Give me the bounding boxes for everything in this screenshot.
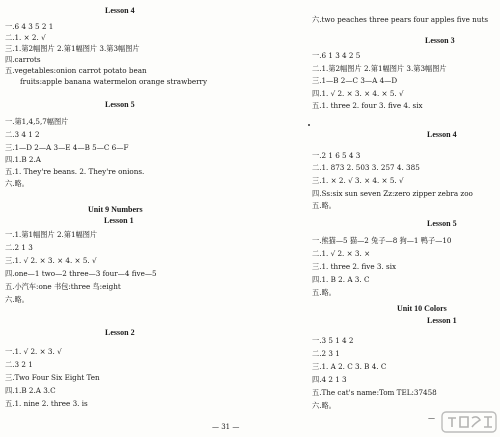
answer-line: 一.6 4 3 5 2 1 [5,22,54,31]
answer-line: 五.略。 [312,288,336,297]
answer-line: 三.1. × 2. √ 3. × 4. × 5. √ [312,176,404,185]
lesson4-heading: Lesson 4 [105,6,135,15]
answer-line: 三.1. √ 2. × 3. × 4. × 5. √ [5,256,97,265]
answer-line: 四.1. B 2. A 3. C [312,275,370,284]
answer-line: 一.6 1 3 4 2 5 [312,51,361,60]
answer-line: 一.1. √ 2. × 3. √ [5,347,62,356]
margin-dot [308,124,310,126]
answer-line: 一.2 1 6 5 4 3 [312,151,361,160]
answer-line: 五.略。 [312,201,336,210]
answer-line: 三.1.第2幅图片 2.第1幅图片 3.第3幅图片 [5,44,140,53]
answer-line: 五.小汽车:one 书包:three 鸟:eight [5,282,121,291]
lesson5-heading: Lesson 5 [427,219,457,228]
answer-line: 一.熊猫—5 猫—2 兔子—8 狗—1 鸭子—10 [312,236,452,245]
answer-line: 六.略。 [312,401,336,410]
answer-line: 五.vegetables:onion carrot potato bean [5,66,147,75]
answer-line: 四.1.B 2.A 3.C [5,386,56,395]
unit10-lesson1-heading: Lesson 1 [427,316,457,325]
answer-line: 三.1—D 2—A 3—E 4—B 5—C 6—F [5,143,129,152]
answer-line: 五.1. They're beans. 2. They're onions. [5,167,145,176]
page-number: — 31 — [212,423,240,431]
answer-line: 六.略。 [5,179,29,188]
answer-line: 二.3 2 1 [5,360,33,369]
answer-line: 六.略。 [5,295,29,304]
answer-line: 四.4 2 1 3 [312,375,347,384]
answer-line: 六.two peaches three pears four apples five nuts [312,15,489,24]
answer-line: 五.1. nine 2. three 3. is [5,399,88,408]
unit9-lesson2-heading: Lesson 2 [105,328,135,337]
lesson3-heading: Lesson 3 [425,36,455,45]
answer-line: 二.1. 873 2. 503 3. 257 4. 385 [312,163,420,172]
answer-line: 二.2 3 1 [312,349,340,358]
unit10-heading: Unit 10 Colors [397,304,447,313]
answer-line: 二.1. × 2. √ [5,33,46,42]
answer-line: 三.Two Four Six Eight Ten [5,373,100,382]
answer-line: 二.1. √ 2. × 3. × [312,249,371,258]
unit9-heading: Unit 9 Numbers [88,205,143,214]
lesson5-heading: Lesson 5 [105,100,135,109]
watermark-stamp-icon [440,409,498,435]
answer-line: 二.1.第2幅图片 2.第1幅图片 3.第3幅图片 [312,64,447,73]
lesson4-heading: Lesson 4 [427,130,457,139]
answer-line: 一.第1,4,5,7幅图片 [5,117,69,126]
page-number: — [428,414,435,422]
answer-line: 四.Ss:six sun seven Zz:zero zipper zebra zoo [312,189,473,198]
unit9-lesson1-heading: Lesson 1 [104,216,134,225]
answer-line: 二.2 1 3 [5,243,33,252]
answer-line: 三.1—B 2—C 3—A 4—D [312,76,398,85]
answer-line: 四.one—1 two—2 three—3 four—4 five—5 [5,269,157,278]
answer-line: 四.1.B 2.A [5,155,41,164]
answer-line: 五.The cat's name:Tom TEL:37458 [312,388,437,397]
answer-line: 四.1. √ 2. × 3. × 4. × 5. √ [312,89,404,98]
answer-line: 三.1. A 2. C 3. B 4. C [312,362,387,371]
answer-line: fruits:apple banana watermelon orange strawberry [20,77,208,86]
answer-line: 四.carrots [5,55,41,64]
answer-line: 一.1.第1幅图片 2.第1幅图片 [5,230,98,239]
answer-line: 三.1. three 2. five 3. six [312,262,397,271]
answer-line: 二.3 4 1 2 [5,130,40,139]
answer-line: 一.3 5 1 4 2 [312,336,354,345]
answer-line: 五.1. three 2. four 3. five 4. six [312,101,423,110]
